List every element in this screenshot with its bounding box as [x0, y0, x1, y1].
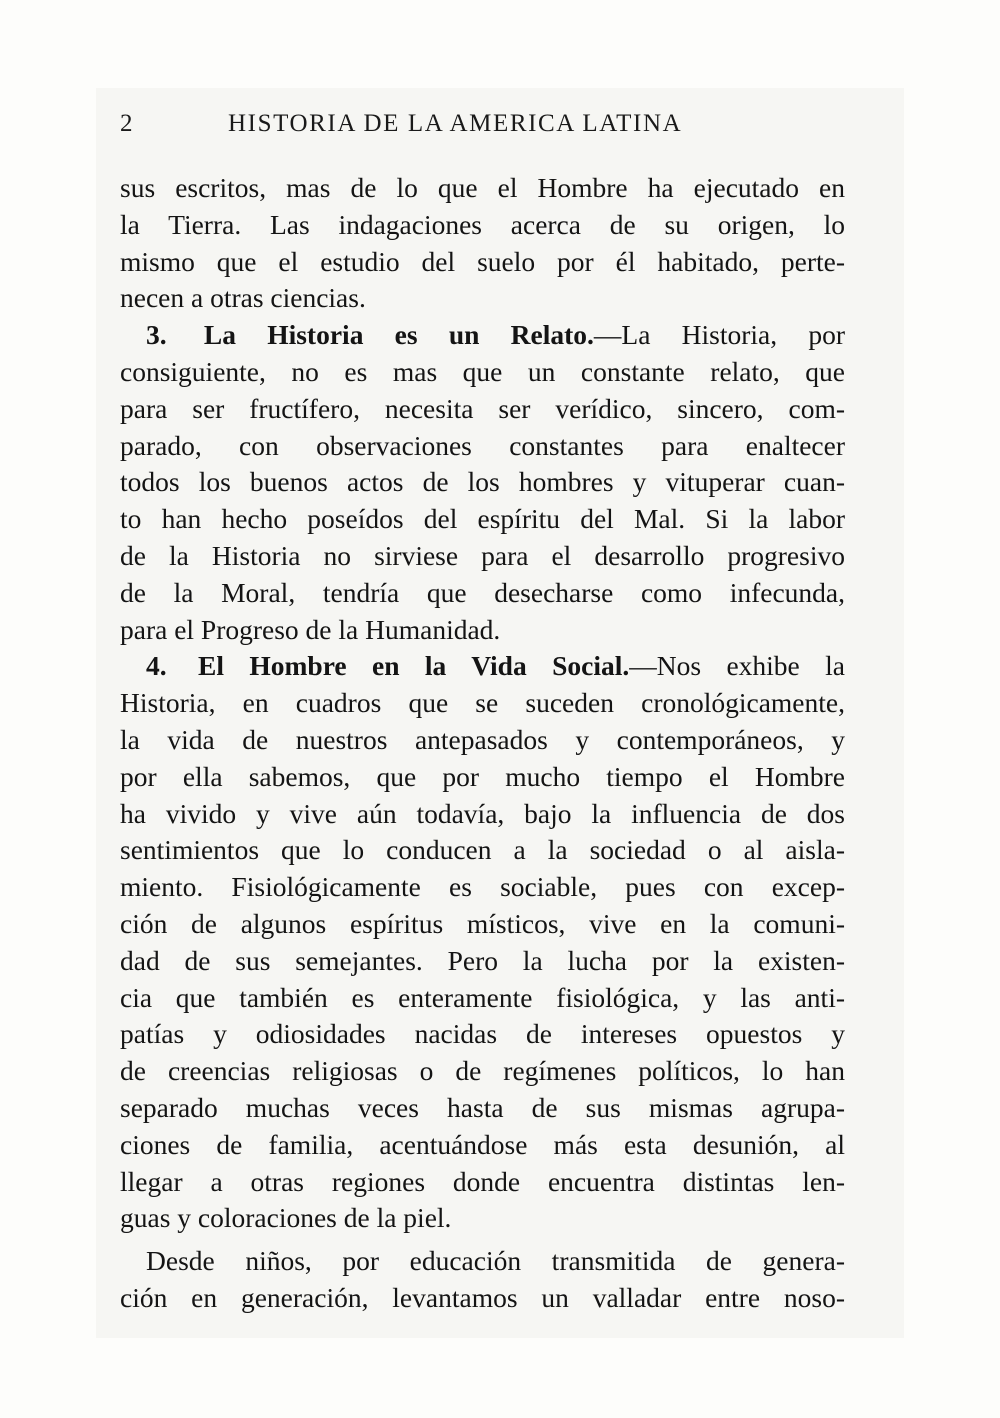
section-4-heading: El Hombre en la Vida Social. — [198, 650, 630, 682]
text-line: la vida de nuestros antepasados y contemporáneos, y — [120, 723, 845, 755]
text-line: ción en generación, levantamos un valladar entre noso- — [120, 1281, 845, 1313]
page-number: 2 — [120, 110, 135, 137]
running-title: HISTORIA DE LA AMERICA LATINA — [228, 110, 683, 137]
text-line: sus escritos, mas de lo que el Hombre ha ejecutado en — [120, 172, 845, 203]
text-line: de creencias religiosas o de regímenes políticos, lo han — [120, 1055, 845, 1087]
text-line: cia que también es enteramente fisiológica, y las anti- — [120, 981, 845, 1013]
section-4-number: 4. — [146, 650, 167, 682]
paragraph-first-line: Desde niños, por educación transmitida de genera- — [146, 1245, 845, 1277]
text-line: llegar a otras regiones donde encuentra distintas len- — [120, 1165, 845, 1197]
text-line: dad de sus semejantes. Pero la lucha por la existen- — [120, 944, 845, 976]
section-3-first-line — [120, 317, 845, 354]
text-line: para ser fructífero, necesita ser verídico, sincero, com- — [120, 392, 845, 424]
section-4-text: —Nos exhibe la — [629, 650, 845, 682]
section-3-number: 3. — [146, 319, 167, 351]
text-line: ción de algunos espíritus místicos, vive en la comuni- — [120, 907, 845, 939]
text-line: la Tierra. Las indagaciones acerca de su origen, lo — [120, 208, 845, 240]
body-text — [120, 170, 845, 1317]
section-4-first-line — [120, 648, 845, 685]
text-line: de la Moral, tendría que desecharse como infecunda, — [120, 576, 845, 608]
text-line: Historia, en cuadros que se suceden cronológicamente, — [120, 687, 845, 719]
text-line: separado muchas veces hasta de sus mismas agrupa- — [120, 1091, 845, 1123]
text-line: consiguiente, no es mas que un constante relato, que — [120, 355, 845, 387]
page-header — [120, 110, 845, 144]
text-line: parado, con observaciones constantes para enaltecer — [120, 429, 845, 461]
text-line: guas y coloraciones de la piel. — [120, 1202, 452, 1234]
text-line: por ella sabemos, que por mucho tiempo el Hombre — [120, 760, 845, 792]
text-line: miento. Fisiológicamente es sociable, pues con excep- — [120, 871, 845, 903]
text-line: ciones de familia, acentuándose más esta desunión, al — [120, 1128, 845, 1160]
text-line: sentimientos que lo conducen a la sociedad o al aisla- — [120, 834, 845, 866]
text-line: de la Historia no sirviese para el desarrollo progresivo — [120, 539, 845, 571]
text-line: ha vivido y vive aún todavía, bajo la influencia de dos — [120, 797, 845, 829]
text-line: para el Progreso de la Humanidad. — [120, 613, 501, 645]
text-line: mismo que el estudio del suelo por él habitado, perte- — [120, 245, 845, 277]
text-line: to han hecho poseídos del espíritu del Mal. Si la labor — [120, 503, 845, 535]
text-line: patías y odiosidades nacidas de intereses opuestos y — [120, 1018, 845, 1050]
section-3-text: —La Historia, por — [593, 319, 845, 351]
text-line: necen a otras ciencias. — [120, 282, 366, 314]
text-line: todos los buenos actos de los hombres y vituperar cuan- — [120, 466, 845, 498]
section-3-heading: La Historia es un Relato. — [203, 319, 594, 351]
